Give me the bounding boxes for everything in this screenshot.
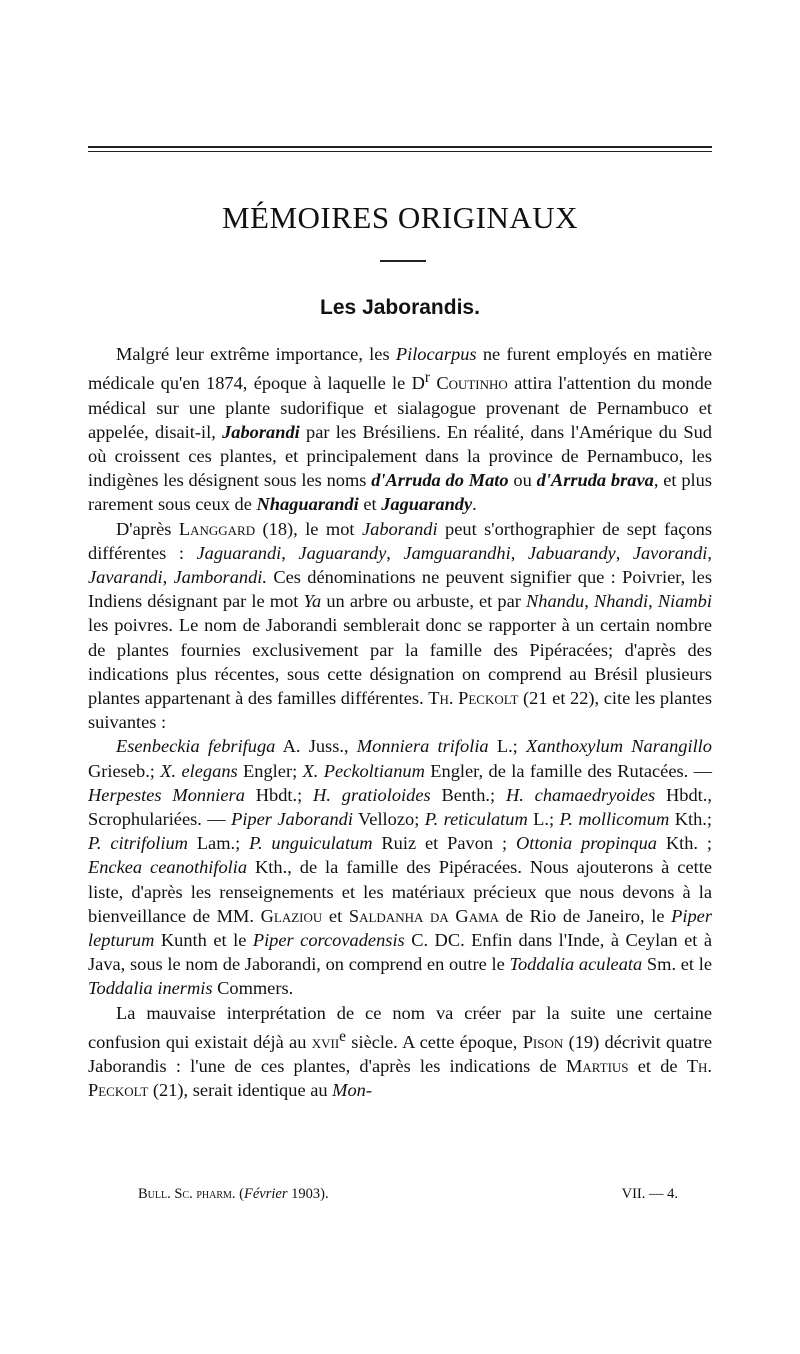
paragraph-1: Malgré leur extrême importance, les Pilocarpus ne furent employés en matière médicale qu'en 1874, époque à laquelle le $D^r$ Coutinho attira l'attention du monde médical sur une plante sudorifique et sialagogue provenant de Pernambuco et appelée, disait-il, Jaborandi par les Brésiliens. En réalité, dans l'Amérique du Sud où croissent ces plantes, et principalement dans la province de Pernambuco, les indigènes les désignent sous les noms d'Arruda do Mato ou d'Arruda brava, et plus rarement sous ceux de Nhaguarandi et Jaguarandy.	[88, 344, 712, 515]
article-body	[88, 342, 712, 1103]
paragraph-3: Esenbeckia febrifuga A. Juss., Monniera trifolia L.; Xanthoxylum Narangillo Grieseb.; X. elegans Engler; X. Peckoltianum Engler, de la famille des Rutacées. — Herpestes Monniera Hbdt.; H. gratioloides Benth.; H. chamaedryoides Hbdt., Scrophulariées. — Piper Jaborandi Vellozo; P. reticulatum L.; P. mollicomum Kth.; P. citrifolium Lam.; P. unguiculatum Ruiz et Pavon ; Ottonia propinqua Kth. ; Enckea ceanothifolia Kth., de la famille des Pipéracées. Nous ajouterons à cette liste, d'après les renseignements et les matériaux précieux que nous devons à la bienveillance de MM. Glaziou et Saldanha da Gama de Rio de Janeiro, le Piper lepturum Kunth et le Piper corcovadensis C. DC. Enfin dans l'Inde, à Ceylan et à Java, sous le nom de Jaborandi, on comprend en outre le Toddalia aculeata Sm. et le Toddalia inermis Commers.	[88, 736, 713, 999]
footer-journal: Bull. Sc. pharm. (Février 1903).	[138, 1186, 329, 1202]
footer-signature-mark: VII. — 4.	[621, 1186, 678, 1202]
top-double-rule	[88, 146, 712, 152]
paragraph-4: La mauvaise interprétation de ce nom va créer par la suite une certaine confusion qui existait déjà au xvii$^e$ siècle. A cette époque, Pison (19) décrivit quatre Jaborandis : l'une de ces plantes, d'après les indications de Martius et de Th. Peckolt (21), serait identique au Mon-	[88, 1002, 712, 1101]
section-heading: MÉMOIRES ORIGINAUX	[221, 200, 579, 235]
heading-divider	[380, 260, 426, 262]
page-footer	[138, 1186, 678, 1203]
paragraph-2: D'après Langgard (18), le mot Jaborandi peut s'orthographier de sept façons différentes : Jaguarandi, Jaguarandy, Jamguarandhi, Jabuarandy, Javorandi, Javarandi, Jamborandi. Ces dénominations ne peuvent signifier que : Poivrier, les Indiens désignant par le mot Ya un arbre ou arbuste, et par Nhandu, Nhandi, Niambi les poivres. Le nom de Jaborandi semblerait donc se rapporter à un certain nombre de plantes fournies exclusivement par la famille des Pipéracées; d'après des indications plus récentes, sous cette désignation on comprend au Brésil plusieurs plantes appartenant à des familles différentes. Th. Peckolt (21 et 22), cite les plantes suivantes :	[88, 518, 713, 733]
article-title: Les Jaborandis.	[320, 296, 480, 319]
